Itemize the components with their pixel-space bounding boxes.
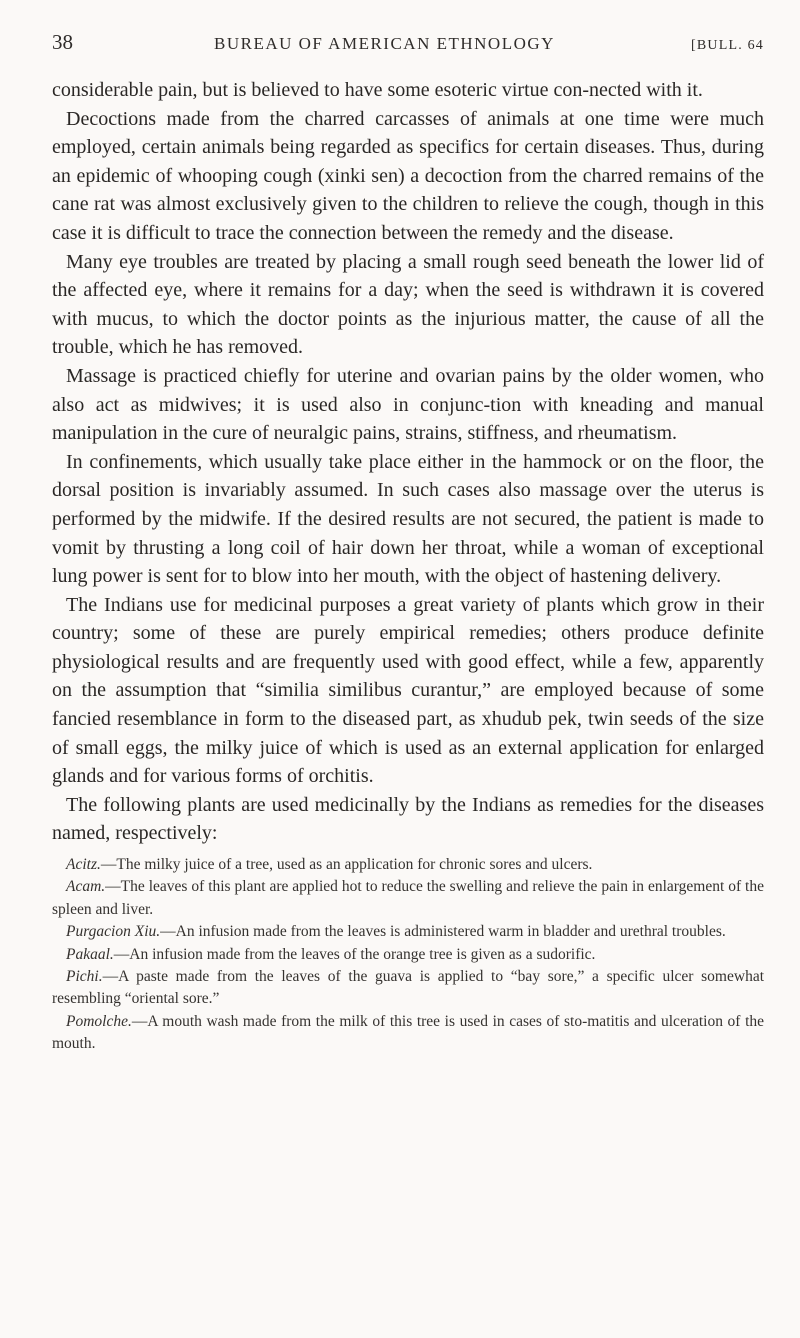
plant-entry: [52, 966, 764, 1011]
plant-name: Acitz.: [66, 856, 101, 874]
paragraph: In confinements, which usually take place either in the hammock or on the floor, the dorsal position is invariably assumed. In such cases also massage over the uterus is performed by the midwife. If the desired results are not secured, the patient is made to vomit by thrusting a long coil of hair down her throat, while a woman of exceptional lung power is sent for to blow into her mouth, with the object of hastening delivery.: [52, 450, 764, 588]
plant-name: Purgacion Xiu.: [66, 923, 161, 941]
paragraph: The Indians use for medicinal purposes a great variety of plants which grow in their country; some of these are purely empirical remedies; others produce definite physiological results and are frequently used with good effect, while a few, apparently on the assumption that “similia similibus curantur,” are employed because of some fancied resemblance in form to the diseased part, as xhudub pek, twin seeds of the size of small eggs, the milky juice of which is used as an external application for enlarged glands and for various forms of orchitis.: [52, 593, 764, 788]
bulletin-number: [BULL. 64: [690, 38, 764, 53]
paragraph: Decoctions made from the charred carcasses of animals at one time were much employed, certain animals being regarded as specifics for certain diseases. Thus, during an epidemic of whooping cough (xinki sen) a decoction from the charred remains of the cane rat was almost exclusively given to the children to relieve the cough, though in this case it is difficult to trace the connection between the remedy and the disease.: [52, 107, 764, 244]
page-number: 38: [52, 30, 73, 54]
plant-description: —The leaves of this plant are applied hot to reduce the swelling and relieve the pain in enlargement of the spleen and liver.: [52, 878, 764, 918]
running-header: [52, 30, 764, 64]
plant-description: —A paste made from the leaves of the guava is applied to “bay sore,” a specific ulcer somewhat resembling “oriental sore.”: [52, 968, 764, 1008]
plant-entry: [52, 876, 764, 921]
plant-entry: [52, 944, 764, 966]
plant-entry: [52, 1011, 764, 1056]
plant-name: Pichi.: [66, 968, 103, 986]
plant-description: —A mouth wash made from the milk of this tree is used in cases of sto-matitis and ulceration of the mouth.: [52, 1012, 764, 1053]
plant-description: —The milky juice of a tree, used as an application for chronic sores and ulcers.: [100, 856, 593, 874]
plant-name: Acam.: [66, 878, 106, 896]
paragraph: Many eye troubles are treated by placing a small rough seed beneath the lower lid of the affected eye, where it remains for a day; when the seed is withdrawn it is covered with mucus, to which the doctor points as the injurious matter, the cause of all the trouble, which he has removed.: [52, 250, 764, 359]
paragraph: The following plants are used medicinally by the Indians as remedies for the diseases named, respectively:: [52, 793, 764, 845]
plant-entry: [52, 854, 764, 876]
paragraph: considerable pain, but is believed to have some esoteric virtue con-nected with it.: [52, 79, 703, 101]
paragraph: Massage is practiced chiefly for uterine and ovarian pains by the older women, who also act as midwives; it is used also in conjunc-tion with kneading and manual manipulation in the cure of neuralgic pains, strains, stiffness, and rheumatism.: [52, 364, 764, 445]
document-page: [52, 30, 764, 1056]
plant-name: Pomolche.: [66, 1012, 132, 1030]
plant-description: —An infusion made from the leaves is administered warm in bladder and urethral troubles.: [160, 923, 726, 941]
body-text: [52, 76, 764, 848]
running-title: BUREAU OF AMERICAN ETHNOLOGY: [214, 34, 555, 53]
plant-name: Pakaal.: [66, 945, 114, 963]
plant-entry: [52, 921, 764, 943]
plant-list: [52, 854, 764, 1056]
plant-description: —An infusion made from the leaves of the orange tree is given as a sudorific.: [113, 945, 596, 963]
